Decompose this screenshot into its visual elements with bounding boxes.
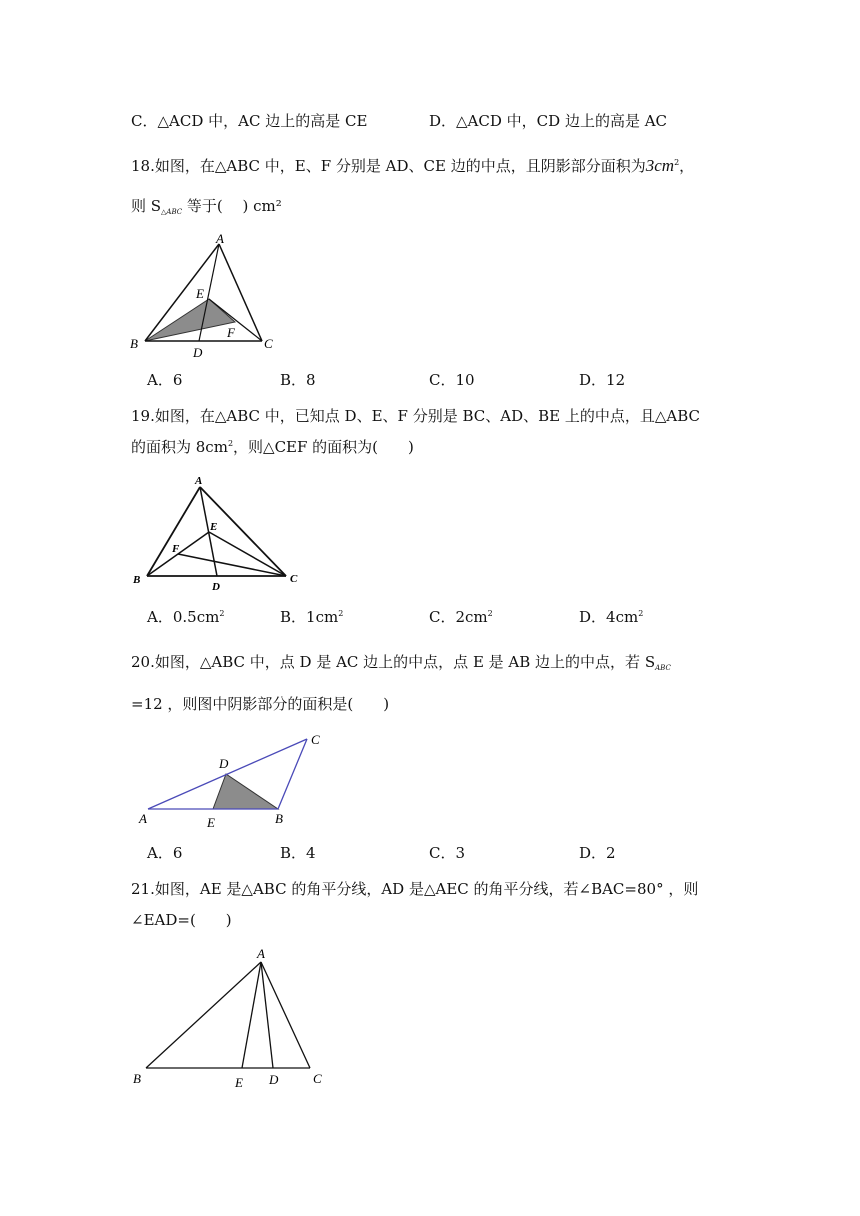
- q21-stem-line1: 21.如图，AE 是△ABC 的角平分线，AD 是△AEC 的角平分线，若∠BAC=80° ，则: [131, 880, 699, 898]
- q18-stem-text: 18.如图，在△ABC 中，E、F 分别是 AD、CE 边的中点，且阴影部分面积为: [131, 157, 646, 175]
- q19-option-a-exp: 2: [219, 609, 225, 618]
- q17-option-c: C．△ACD 中，AC 边上的高是 CE: [131, 112, 368, 130]
- q18-option-d: D．12: [579, 371, 626, 389]
- q18-option-c: C．10: [429, 371, 475, 389]
- q19-option-c-exp: 2: [487, 609, 493, 618]
- q20-stem-text: 20.如图，△ABC 中，点 D 是 AC 边上的中点，点 E 是 AB 边上的中点，若 S: [131, 653, 656, 671]
- q19-area-exponent: 2: [227, 439, 234, 448]
- q20-label-e: E: [207, 815, 215, 830]
- q18-label-c: C: [264, 336, 273, 351]
- q18-area-value: 3cm: [645, 156, 675, 175]
- q21-label-d: D: [269, 1072, 279, 1087]
- q19-option-a-text: A．0.5cm: [147, 608, 220, 626]
- q18-label-b: B: [130, 336, 138, 351]
- q18-label-d: D: [193, 345, 203, 360]
- q20-label-b: B: [275, 811, 283, 826]
- q20-option-a: A．6: [147, 844, 183, 862]
- q20-label-d: D: [219, 756, 229, 771]
- q21-label-c: C: [313, 1071, 322, 1086]
- q18-area-subscript: △ABC: [161, 208, 183, 216]
- q19-option-b-exp: 2: [338, 609, 344, 618]
- q18-label-f: F: [227, 325, 235, 340]
- q21-label-a: A: [257, 946, 265, 961]
- q21-label-e: E: [235, 1075, 243, 1090]
- q20-option-c: C．3: [429, 844, 466, 862]
- q18-line2-start: 则 S: [131, 197, 162, 215]
- q19-label-f: F: [172, 543, 180, 555]
- q20-stem-line2: =12 ，则图中阴影部分的面积是( ): [131, 695, 390, 713]
- q19-option-d-exp: 2: [638, 609, 644, 618]
- q19-label-c: C: [290, 573, 298, 585]
- q19-option-d-text: D．4cm: [579, 608, 639, 626]
- q19-option-b-text: B．1cm: [280, 608, 339, 626]
- q20-label-c: C: [311, 732, 320, 747]
- q19-label-a: A: [195, 475, 203, 487]
- q19-label-d: D: [212, 581, 220, 593]
- q19-label-b: B: [133, 574, 141, 586]
- q19-stem-line1: 19.如图，在△ABC 中，已知点 D、E、F 分别是 BC、AD、BE 上的中点，且△ABC: [131, 407, 700, 425]
- q20-option-b: B．4: [280, 844, 316, 862]
- q18-line2-end: 等于( ) cm²: [182, 197, 282, 215]
- q18-option-b: B．8: [280, 371, 316, 389]
- q19-label-e: E: [210, 521, 218, 533]
- q19-line2-start: 的面积为 8cm: [131, 438, 228, 456]
- q17-option-d: D．△ACD 中，CD 边上的高是 AC: [429, 112, 668, 130]
- q18-area-exponent: 2: [674, 158, 680, 167]
- q18-option-a: A．6: [147, 371, 183, 389]
- q19-line2-end: ，则△CEF 的面积为( ): [233, 438, 414, 456]
- q18-label-e: E: [196, 286, 204, 301]
- q20-area-subscript: ABC: [655, 664, 671, 672]
- q21-label-b: B: [133, 1071, 141, 1086]
- q20-label-a: A: [139, 811, 147, 826]
- q21-stem-line2: ∠EAD=( ): [131, 911, 232, 929]
- q19-option-c-text: C．2cm: [429, 608, 488, 626]
- q18-label-a: A: [216, 231, 224, 246]
- q18-line1-end: ，: [679, 157, 695, 175]
- q20-option-d: D．2: [579, 844, 616, 862]
